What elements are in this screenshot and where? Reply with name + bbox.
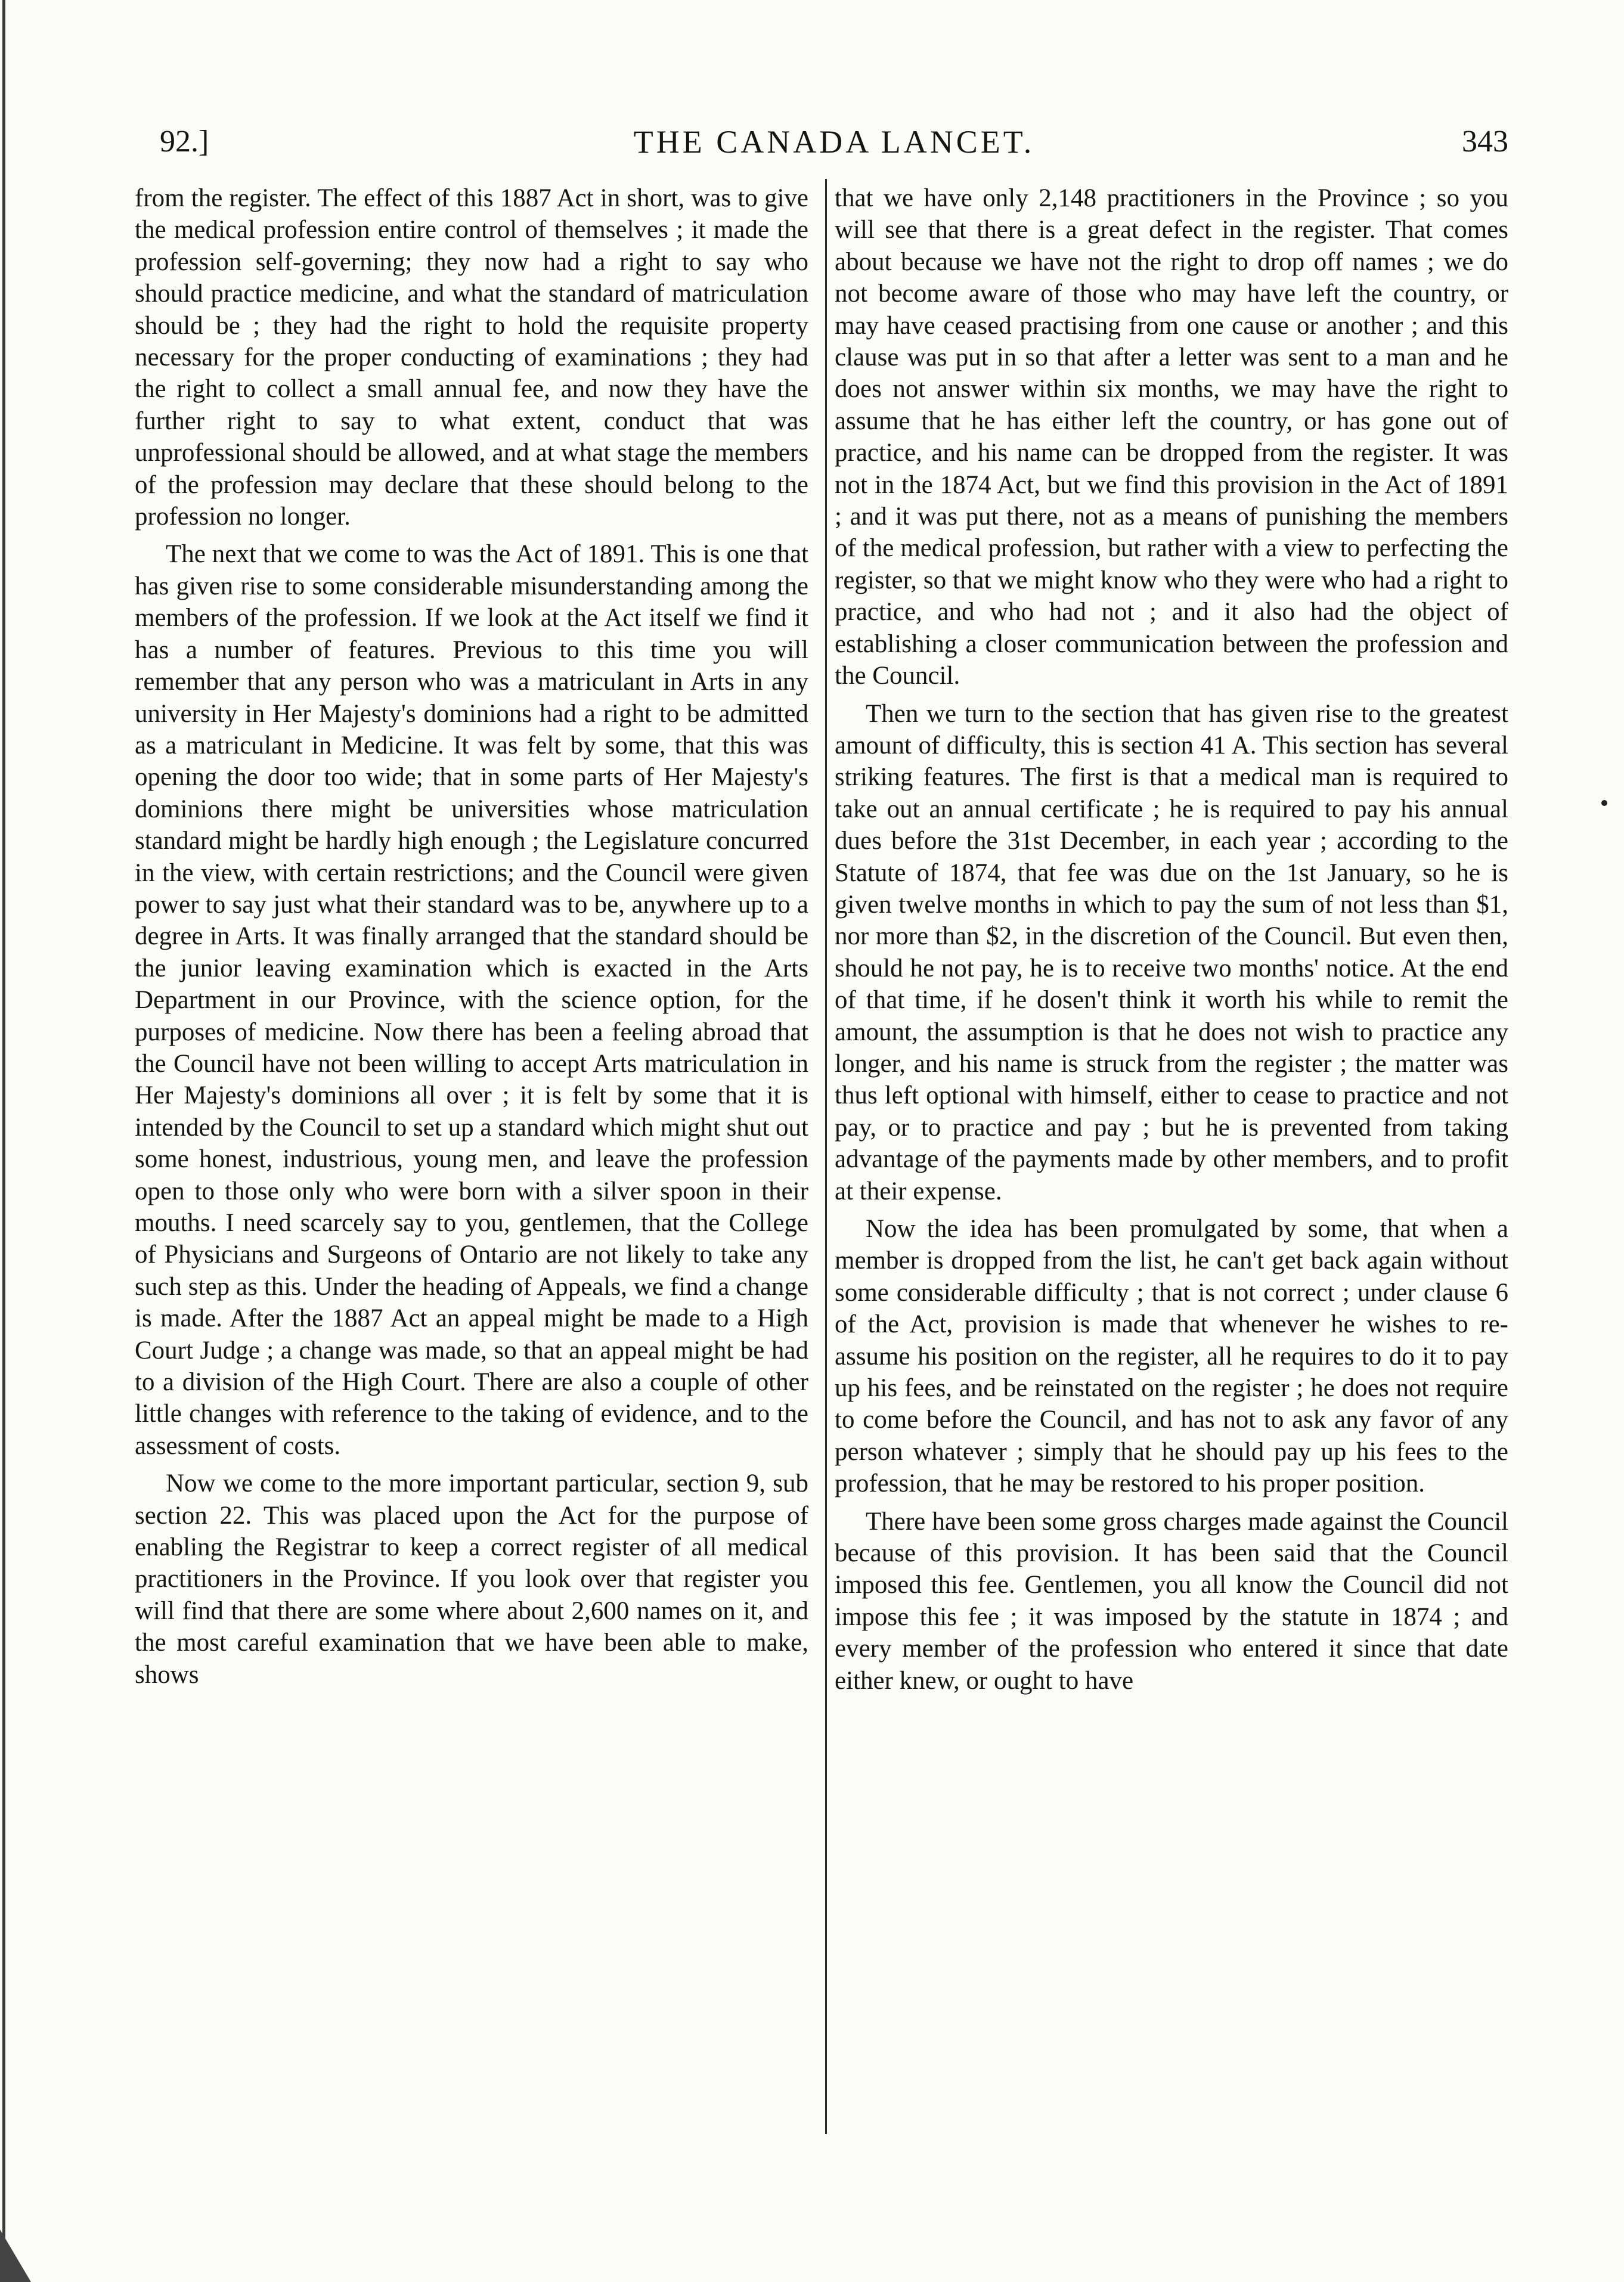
paragraph: The next that we come to was the Act of 1891. This is one that has given rise to some considerable misunderstanding among the members of the profession. If we look at the Act itself we find it has a number of features. Previous to this time you will remember that any person who was a matriculant in Arts in any university in Her Majesty's dominions had a right to be admitted as a matriculant in Medicine. It was felt by some, that this was opening the door too wide; that in some parts of Her Majesty's dominions there might be universities whose matriculation standard might be hardly high enough ; the Legislature concurred in the view, with certain restrictions; and the Council were given power to say just what their standard was to be, anywhere up to a degree in Arts. It was finally arranged that the standard should be the junior leaving examination which is exacted in the Arts Department in our Province, with the science option, for the purposes of medicine. Now there has been a feeling abroad that the Council have not been willing to accept Arts matriculation in Her Majesty's dominions all over ; it is felt by some that it is intended by the Council to set up a standard which might shut out some honest, industrious, young men, and leave the profession open to those only who were born with a silver spoon in their mouths. I need scarcely say to you, gentlemen, that the College of Physicians and Surgeons of Ontario are not likely to take any such step as this. Under the heading of Appeals, we find a change is made. After the 1887 Act an appeal might be made to a High Court Judge ; a change was made, so that an appeal might be had to a division of the High Court. There are also a couple of other little changes with reference to the taking of evidence, and to the assessment of costs. — [135, 540, 808, 1460]
page-number: 343 — [1462, 125, 1508, 159]
paragraph: There have been some gross charges made against the Council because of this provision. It has been said that the Council imposed this fee. Gentlemen, you all know the Council did not impose this fee ; it was imposed by the statute in 1874 ; and every member of the profession who entered it since that date either knew, or ought to have — [835, 1507, 1508, 1695]
folio-number: 92.] — [160, 125, 209, 159]
paragraph: Then we turn to the section that has given rise to the greatest amount of difficulty, this is section 41 A. This section has several striking features. The first is that a medical man is required to take out an annual certificate ; he is required to pay his annual dues before the 31st December, in each year ; according to the Statute of 1874, that fee was due on the 1st January, so he is given twelve months in which to pay the sum of not less than $1, nor more than $2, in the discretion of the Council. But even then, should he not pay, he is to receive two months' notice. At the end of that time, if he dosen't think it worth his while to remit the amount, the assumption is that he does not wish to practice any longer, and his name is struck from the register ; the matter was thus left optional with himself, either to cease to practice and not pay, or to practice and pay ; but he is prevented from taking advantage of the payments made by other members, and to profit at their expense. — [835, 699, 1508, 1205]
column-divider — [825, 179, 827, 2134]
page-edge-line — [2, 0, 5, 2282]
paragraph: Now we come to the more important particular, section 9, sub section 22. This was placed upon the Act for the purpose of enabling the Registrar to keep a correct register of all medical practitioners in the Province. If you look over that register you will find that there are some where about 2,600 names on it, and the most careful examination that we have been able to make, shows — [135, 1469, 808, 1689]
ink-spot — [1601, 800, 1607, 806]
paragraph: Now the idea has been promulgated by some, that when a member is dropped from the list, he can't get back again without some considerable difficulty ; that is not correct ; under clause 6 of the Act, provision is made that whenever he wishes to re-assume his position on the register, all he requires to do it to pay up his fees, and be reinstated on the register ; he does not require to come before the Council, and has not to ask any favor of any person whatever ; simply that he should pay up his fees to the profession, that he may be restored to his proper position. — [835, 1215, 1508, 1498]
journal-title: THE CANADA LANCET. — [633, 124, 1035, 160]
running-header — [160, 118, 1508, 166]
right-column — [835, 182, 1508, 2150]
paragraph: that we have only 2,148 practitioners in the Province ; so you will see that there is a great defect in the register. That comes about because we have not the right to drop off names ; we do not become aware of those who may have left the country, or may have ceased practising from one cause or another ; and this clause was put in so that after a letter was sent to a man and he does not answer within six months, we may have the right to assume that he has either left the country, or has gone out of practice, and his name can be dropped from the register. It was not in the 1874 Act, but we find this provision in the Act of 1891 ; and it was put there, not as a means of punishing the members of the medical profession, but rather with a view to perfecting the register, so that we might know who they were who had a right to practice, and who had not ; and it also had the object of establishing a closer communication between the profession and the Council. — [835, 184, 1508, 690]
corner-mark — [0, 2230, 31, 2282]
left-column — [135, 182, 808, 2150]
paragraph: from the register. The effect of this 1887 Act in short, was to give the medical profession entire control of themselves ; it made the profession self-governing; they now had a right to say who should practice medicine, and what the standard of matriculation should be ; they had the right to hold the requisite property necessary for the proper conducting of examinations ; they had the right to collect a small annual fee, and now they have the further right to say to what extent, conduct that was unprofessional should be allowed, and at what stage the members of the profession may declare that these should belong to the profession no longer. — [135, 184, 808, 531]
